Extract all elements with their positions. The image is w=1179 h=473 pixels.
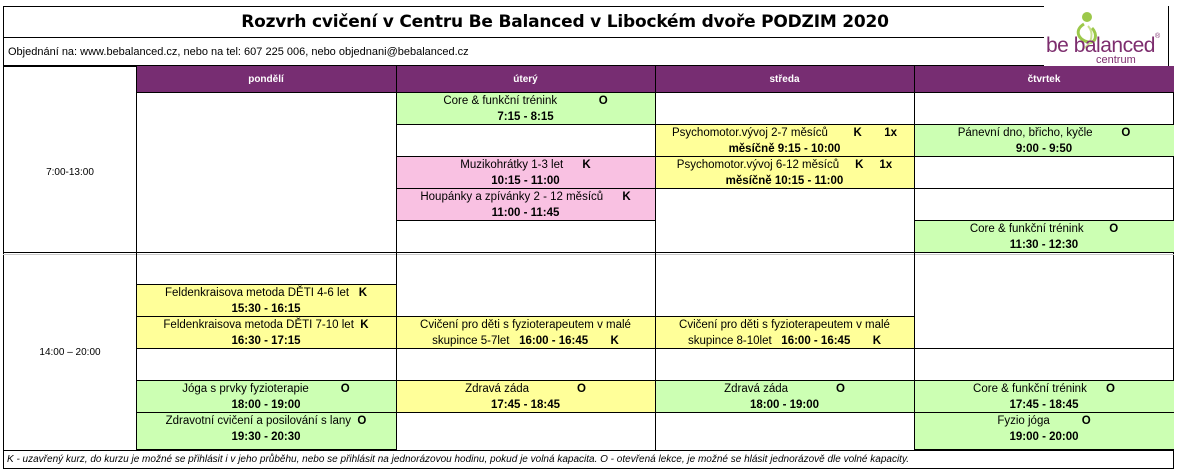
- day-header-monday: pondělí: [248, 73, 284, 85]
- class-card[interactable]: Houpánky a zpívánky 2 - 12 měsíců K 11:00 - 11:45: [396, 188, 655, 221]
- time-block-afternoon: 14:00 – 20:00: [39, 346, 101, 358]
- class-card[interactable]: Psychomotor.vývoj 6-12 měsíců K 1x měsíčně 10:15 - 11:00: [655, 156, 914, 189]
- legend-footnote: K - uzavřený kurz, do kurzu je možné se přihlásit i v jeho průběhu, nebo se přihlásit na jednorázovou hodinu, pokud je volná kapacita. O - otevřená lekce, je možné se hlásit jednorázově dle volné kapacity.: [3, 451, 1174, 469]
- class-card[interactable]: Psychomotor.vývoj 2-7 měsíců K 1x měsíčně 9:15 - 10:00: [655, 124, 914, 157]
- column-divider: [396, 92, 397, 451]
- class-card[interactable]: Pánevní dno, břicho, kyčle O 9:00 - 9:50: [914, 124, 1174, 157]
- row-divider: [136, 348, 1174, 349]
- class-card[interactable]: Feldenkraisova metoda DĚTI 4-6 let K 15:30 - 16:15: [136, 284, 396, 317]
- page-title: Rozvrh cvičení v Centru Be Balanced v Libockém dvoře PODZIM 2020: [3, 6, 1169, 37]
- class-card[interactable]: Zdravotní cvičení a posilování s lany O 19:30 - 20:30: [136, 412, 396, 450]
- class-card[interactable]: Feldenkraisova metoda DĚTI 7-10 let K 16:30 - 17:15: [136, 316, 396, 349]
- class-card[interactable]: Jóga s prvky fyzioterapie O 18:00 - 19:00: [136, 380, 396, 413]
- row-divider: [655, 92, 914, 93]
- logo-subtitle: centrum: [1096, 54, 1136, 66]
- class-card[interactable]: Zdravá záda O 18:00 - 19:00: [655, 380, 914, 413]
- row-divider: [396, 220, 655, 221]
- day-header-wednesday: středa: [769, 73, 800, 85]
- logo-wordmark: be balanced®: [1046, 33, 1160, 57]
- row-divider: [136, 92, 396, 93]
- column-divider: [136, 66, 137, 451]
- class-card[interactable]: Core & funkční trénink O 7:15 - 8:15: [396, 92, 655, 125]
- row-divider: [914, 188, 1174, 189]
- row-divider: [914, 92, 1174, 93]
- day-header-tuesday: úterý: [513, 73, 538, 85]
- header-divider: [655, 66, 656, 92]
- row-divider: [396, 412, 914, 413]
- header-divider: [914, 66, 915, 92]
- time-block-morning: 7:00-13:00: [46, 166, 94, 178]
- class-card[interactable]: Fyzio jóga O 19:00 - 20:00: [914, 412, 1174, 450]
- day-header-thursday: čtvrtek: [1027, 73, 1061, 85]
- row-divider: [655, 188, 914, 189]
- class-card[interactable]: Core & funkční trénink O 11:30 - 12:30: [914, 220, 1174, 253]
- class-card[interactable]: Cvičení pro děti s fyzioterapeutem v malé skupince 5-7let 16:00 - 16:45 K: [396, 316, 655, 349]
- row-divider: [136, 284, 396, 285]
- header-divider: [396, 66, 397, 92]
- brand-logo: [1044, 4, 1168, 67]
- class-card[interactable]: Muzikohrátky 1-3 let K 10:15 - 11:00: [396, 156, 655, 189]
- class-card[interactable]: Zdravá záda O 17:45 - 18:45: [396, 380, 655, 413]
- class-card[interactable]: Cvičení pro děti s fyzioterapeutem v malé skupince 8-10let 16:00 - 16:45 K: [655, 316, 914, 349]
- contact-line: Objednání na: www.bebalanced.cz, nebo na tel: 607 225 006, nebo objednani@bebalanced.cz: [3, 37, 1169, 66]
- column-divider: [914, 92, 915, 451]
- column-divider: [655, 92, 656, 451]
- class-card[interactable]: Core & funkční trénink O 17:45 - 18:45: [914, 380, 1174, 413]
- block-divider-light: [3, 254, 1174, 255]
